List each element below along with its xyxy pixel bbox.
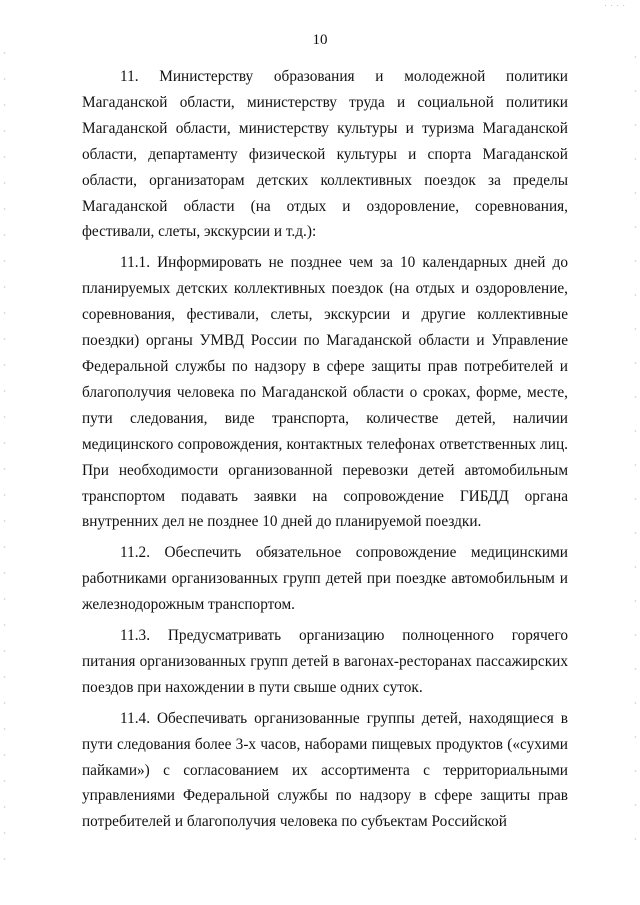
paragraph-11: 11. Министерству образования и молодежной политики Магаданской области, министерству труда и социальной политики Магаданской области, министерству культуры и туризма Магаданской области, департаменту физической культуры и спорта Магаданской области, организаторам детских коллективных поездок за пределы Магаданской области (на отдых и оздоровление, соревнования, фестивали, слеты, экскурсии и т.д.): (82, 68, 568, 241)
paragraph-11-3: 11.3. Предусматривать организацию полноценного горячего питания организованных групп детей в вагонах-ресторанах пассажирских поездов при нахождении в пути свыше одних суток. (82, 627, 568, 696)
page-number: 10 (312, 32, 328, 48)
scan-artifact-mark: · · · · (604, 2, 626, 10)
right-edge-scan-dots (634, 40, 637, 860)
paragraph-11-4: 11.4. Обеспечивать организованные группы детей, находящиеся в пути следования более 3-х часов, наборами пищевых продуктов («сухими пайками») с согласованием их ассортимента с территориальными управлениями Федеральной службы по надзору в сфере защиты прав потребителей и благополучия человека по субъектам Российской (82, 709, 568, 831)
paragraph-11-2: 11.2. Обеспечить обязательное сопровождение медицинскими работниками организованных групп детей при поездке автомобильным и железнодорожным транспортом. (82, 544, 568, 614)
document-body (82, 64, 568, 835)
paragraph-11-1: 11.1. Информировать не позднее чем за 10 календарных дней до планируемых детских коллективных поездок (на отдых и оздоровление, соревнования, фестивали, слеты, экскурсии и другие коллективные поездки) органы УМВД России по Магаданской области и Управление Федеральной службы по надзору в сфере защиты прав потребителей и благополучия человека по Магаданской области о сроках, форме, месте, пути следования, виде транспорта, количестве детей, наличии медицинского сопровождения, контактных телефонах ответственных лиц. При необходимости организованной перевозки детей автомобильным транспортом подавать заявки на сопровождение ГИБДД органа внутренних дел не позднее 10 дней до планируемой поездки. (82, 254, 568, 531)
left-edge-scan-dots (3, 40, 6, 860)
